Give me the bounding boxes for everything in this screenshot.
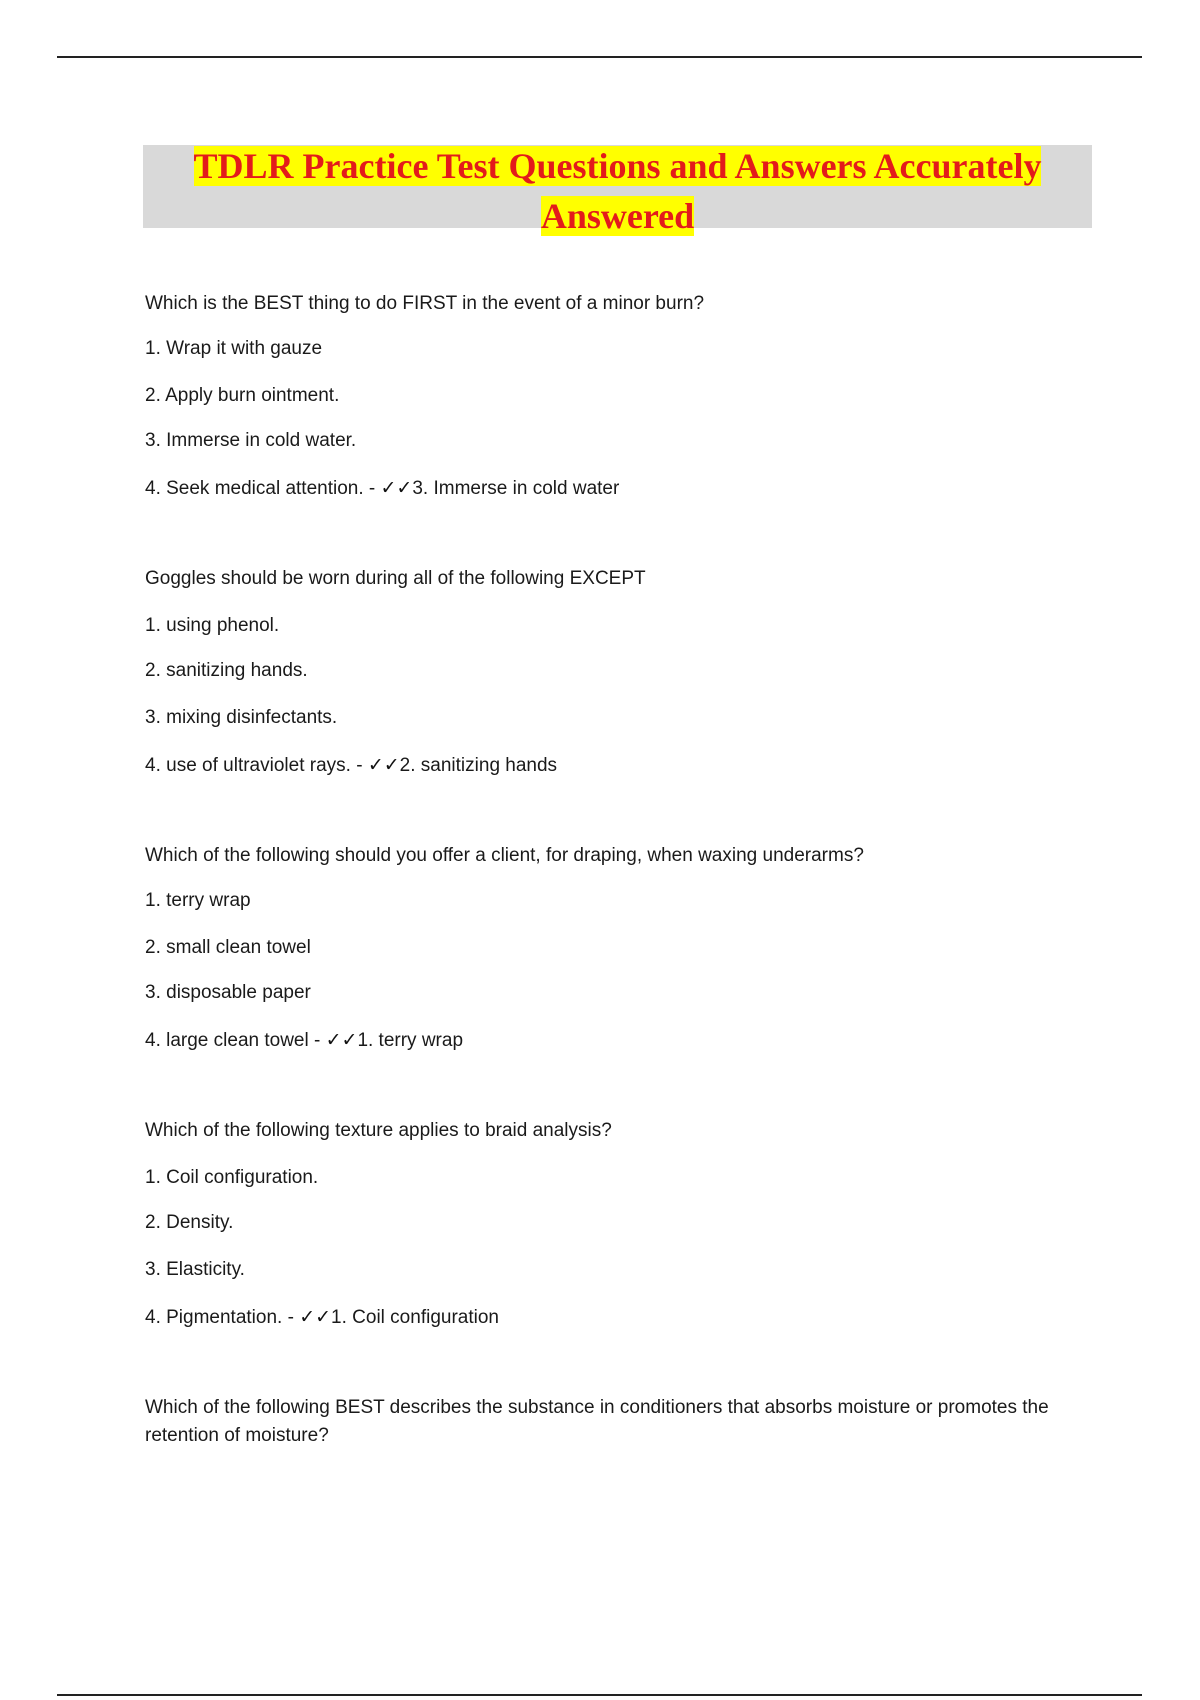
option-4-with-answer <box>145 751 1085 779</box>
option-1: 1. using phenol. <box>145 615 280 636</box>
correct-answer: 2. sanitizing hands <box>399 755 558 776</box>
option-4-with-answer <box>145 474 1085 502</box>
question-block <box>145 1117 1085 1331</box>
question-block <box>145 290 1085 502</box>
question-text: Which of the following BEST describes the substance in conditioners that absorbs moisture or promotes the retention of moisture? <box>145 1397 1049 1446</box>
option-1: 1. terry wrap <box>145 890 251 911</box>
check-marks-icon: ✓✓ <box>380 477 413 499</box>
check-marks-icon: ✓✓ <box>367 754 400 776</box>
title-banner <box>143 145 1092 236</box>
option-4-with-answer <box>145 1026 1085 1054</box>
question-text: Which is the BEST thing to do FIRST in the event of a minor burn? <box>145 293 705 314</box>
question-text: Which of the following texture applies to braid analysis? <box>145 1120 612 1141</box>
option-4: 4. Pigmentation. - <box>145 1307 300 1328</box>
option-3: 3. Elasticity. <box>145 1259 245 1280</box>
correct-answer: 1. Coil configuration <box>331 1307 499 1328</box>
check-marks-icon: ✓✓ <box>299 1306 332 1328</box>
question-block <box>145 842 1085 1054</box>
option-4: 4. Seek medical attention. - <box>145 478 381 499</box>
option-3: 3. disposable paper <box>145 982 311 1003</box>
option-4: 4. large clean towel - <box>145 1030 326 1051</box>
option-2: 2. small clean towel <box>145 937 311 958</box>
question-block <box>145 1394 1085 1450</box>
correct-answer: 3. Immerse in cold water <box>412 478 620 499</box>
option-3: 3. mixing disinfectants. <box>145 707 338 728</box>
correct-answer: 1. terry wrap <box>357 1030 464 1051</box>
question-text: Goggles should be worn during all of the following EXCEPT <box>145 568 646 589</box>
option-1: 1. Coil configuration. <box>145 1167 319 1188</box>
header-rule <box>57 56 1142 58</box>
option-3: 3. Immerse in cold water. <box>145 430 357 451</box>
option-1: 1. Wrap it with gauze <box>145 338 323 359</box>
question-block <box>145 565 1085 779</box>
document-title: TDLR Practice Test Questions and Answers Accurately Answered <box>193 146 1042 236</box>
document-body <box>145 290 1085 1450</box>
question-text: Which of the following should you offer a client, for draping, when waxing underarms? <box>145 845 864 866</box>
option-2: 2. Density. <box>145 1212 234 1233</box>
option-4-with-answer <box>145 1303 1085 1331</box>
option-2: 2. Apply burn ointment. <box>145 385 340 406</box>
option-4: 4. use of ultraviolet rays. - <box>145 755 368 776</box>
check-marks-icon: ✓✓ <box>325 1029 358 1051</box>
footer-rule <box>57 1694 1142 1696</box>
option-2: 2. sanitizing hands. <box>145 660 308 681</box>
